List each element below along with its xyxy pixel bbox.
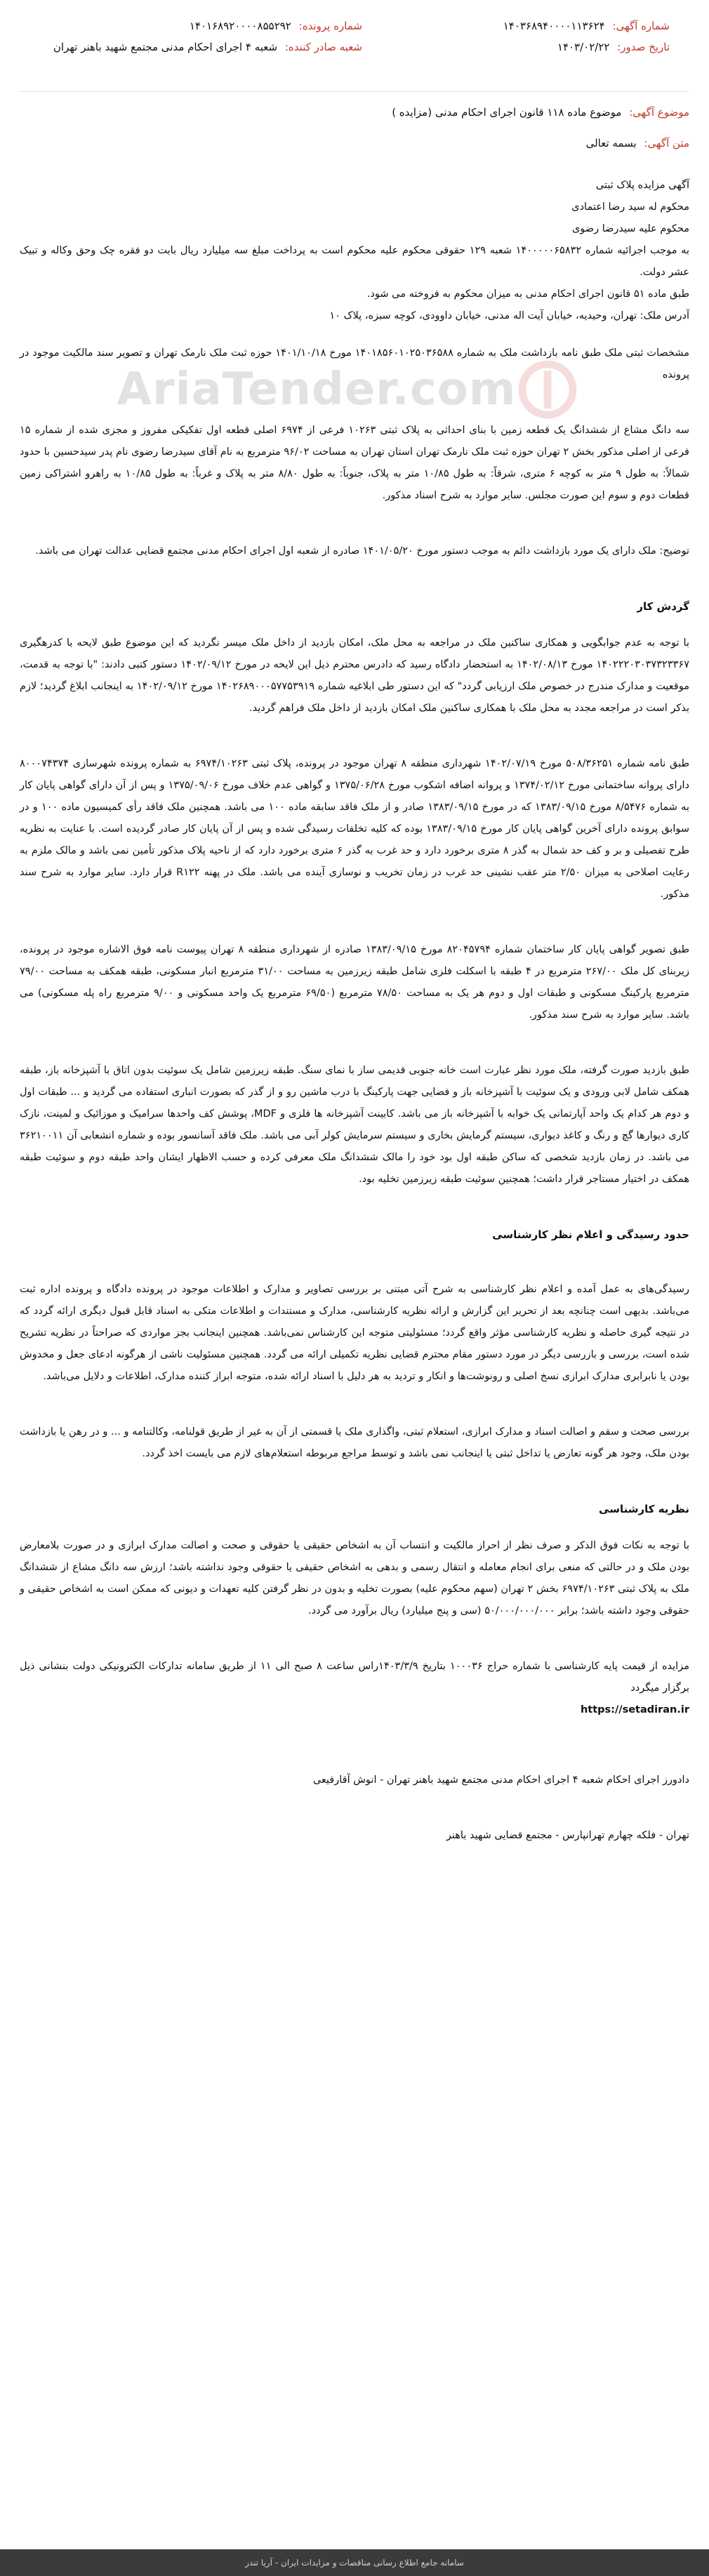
expert-opinion-paragraph: با توجه به نکات فوق الذکر و صرف نظر از احراز مالکیت و انتساب آن به اشخاص حقیقی یا حقوقی و صحت و اصالت مدارک ابرازی و در صورت بلامعارض بودن ملک و در حالتی که منعی برای انجام معامله و انتقال رسمی و بدهی به اشخاص حقیقی یا حقوقی وجود نداشته باشد؛ ارزش سه دانگ مشاع از ششدانگ ملک به پلاک ثبتی ۶۹۷۴/۱۰۲۶۳ بخش ۲ تهران (سهم محکوم علیه) بصورت تخلیه و بدون در نظر گرفتن کلیه تعهدات و دیونی که ممکن است به اشخاص حقیقی و حقوقی وجود داشته باشد؛ برابر ۵۰/۰۰۰/۰۰۰/۰۰۰ (سی و پنج میلیارد) ریال برآورد می گردد.	[20, 1540, 689, 1616]
subject-value: موضوع ماده ۱۱۸ قانون اجرای احکام مدنی (مزایده )	[392, 106, 622, 119]
scope-paragraph: رسیدگی‌های به عمل آمده و اعلام نظر کارشناسی به شرح آتی مبتنی بر بررسی تصاویر و مدارک و اطلاعات موجود در پرونده دادگاه و پرونده اداره ثبت می‌باشد. بدیهی است چنانچه بعد از تحریر این گزارش و ارائه نظریه کارشناسی، مدارک و مستندات و اطلاعات متکی به اسناد قابل قبول دیگری ارائه گردد که در نتیجه گیری حاصله و نظریه کارشناسی مؤثر واقع گردد؛ مسئولیتی متوجه این کارشناس نمی‌باشد. همچنین اینجانب بجز مواردی که صراحتاً در نظریه تشریح شده است، بررسی و بازرسی دیگر در مورد دستور مقام محترم قضایی نظریه تکمیلی ارائه می گردد. همچنین مسئولیت ناشی از هرگونه ادعای جعل و مخدوش بودن یا نابرابری مدارک ابرازی نسخ اصلی و رونوشت‌ها و انکار و تردید به هر دلیل با اسناد ارائه شده، متوجه ابراز کننده مدارک، اطلاعات و دلایل می‌باشد.	[20, 1284, 689, 1382]
workflow-paragraph: با توجه به عدم جوابگویی و همکاری ساکنین ملک در مراجعه به محل ملک، امکان بازدید از داخل ملک میسر نگردید که این موضوع طبق لایحه با کدرهگیری ۱۴۰۲۲۲۰۳۰۳۷۳۲۳۳۶۷ مورخ ۱۴۰۲/۰۸/۱۳ به استحضار دادگاه رسید که دادرس محترم ذیل این لایحه در مورخ ۱۴۰۲/۰۹/۱۲ دستور کتبی دادند: "با توجه به قدمت، موقعیت و مدارک مندرج در خصوص ملک ارزیابی گردد" که این دستور طی ابلاغیه شماره ۱۴۰۲۶۸۹۰۰۰۵۷۷۵۳۹۱۹ مورخ ۱۴۰۲/۰۹/۱۲ به اینجانب ابلاغ گردید؛ لازم بذکر است در مراجعه مجدد به محل ملک با همکاری ساکنین ملک امکان بازدید از داخل ملک فراهم گردید.	[20, 637, 689, 714]
section-heading-workflow: گردش کار	[637, 600, 689, 613]
site-visit-paragraph: طبق بازدید صورت گرفته، ملک مورد نظر عبارت است خانه جنوبی قدیمی ساز با نمای سنگ. طبقه زیرزمین شامل یک سوئیت بدون اتاق با آشپزخانه باز، طبقه همکف شامل لابی ورودی و یک سوئیت با آشپزخانه باز و فضایی جهت پارکینگ با درب ماشین رو و از گذر که بصورت انباری استفاده می گردید و ... طبقات اول و دوم هر کدام یک واحد آپارتمانی یک خوابه با آشپزخانه باز می باشد. کابینت آشپزخانه ها فلزی و MDF، پوشش کف واحدها سرامیک و موزائیک و لمینت، نازک کاری دیوارها گچ و رنگ و کاغذ دیواری، سیستم گرمایش بخاری و سیستم سرمایش کولر آبی می باشد. ملک فاقد آسانسور بوده و شماره انشعابی آن ۳۶۲۱۰۰۱۱ می باشد. در زمان بازدید شخصی که ساکن طبقه اول بود خود را مالک ششدانگ ملک معرفی کرده و حسب الاظهار ایشان واحد طبقه دوم و سوئیت طبقه همکف در اختیار مستاجر قرار داشت؛ همچنین سوئیت طبقه زیرزمین تخلیه بود.	[20, 1065, 689, 1185]
issue-date-label: تاریخ صدور:	[617, 41, 670, 53]
property-description-paragraph: سه دانگ مشاع از ششدانگ یک قطعه زمین با بنای احداثی به پلاک ثبتی ۱۰۲۶۳ فرعی از ۶۹۷۴ اصلی قطعه اول تفکیکی مفروز و مجزی شده از شماره ۱۵ فرعی از اصلی مذکور بخش ۲ تهران حوزه ثبت ملک نارمک تهران استان تهران به مساحت ۹۶/۰۲ مترمربع به نام آقای سیدرضا رضوی نام پدر سیدحسین با حدود شمالاً: به طول ۹ متر به کوچه ۶ متری، شرقاً: به طول ۱۰/۸۵ متر به پلاک، جنوباً: به طول ۸/۸۰ متر به پلاک و غرباً: به طول ۱۰/۸۵ به راهرو اشتراکی زمین قطعات دوم و سوم این صورت مجلس. سایر موارد به شرح اسناد مذکور.	[20, 425, 690, 501]
watermark-text: AriaTender.com	[117, 364, 517, 416]
case-number-row	[39, 15, 362, 36]
seizure-note-paragraph: توضیح: ملک دارای یک مورد بازداشت دائم به موجب دستور مورخ ۱۴۰۱/۰۵/۲۰ صادره از شعبه اول اجرای احکام مدنی مجتمع قضایی عدالت تهران می باشد.	[35, 545, 689, 557]
page-footer	[0, 2549, 709, 2576]
issuer-row	[39, 36, 362, 58]
section-heading-scope: حدود رسیدگی و اعلام نظر کارشناسی	[492, 1228, 689, 1241]
municipality-letter-paragraph: طبق نامه شماره ۵۰۸/۳۶۲۵۱ مورخ ۱۴۰۲/۰۷/۱۹ شهرداری منطقه ۸ تهران موجود در پرونده، پلاک ثبتی ۶۹۷۴/۱۰۲۶۳ به شماره پرونده شهرسازی ۸۰۰۰۷۴۳۷۴ دارای پروانه ساختمانی مورخ ۱۳۷۴/۰۲/۱۲ و پروانه اضافه اشکوب مورخ ۱۳۷۵/۰۶/۲۸ و گواهی عدم خلاف مورخ ۱۳۷۵/۰۹/۰۶ و پس از آن دارای گواهی پایان کار به شماره ۸/۵۴۷۶ مورخ ۱۳۸۳/۰۹/۱۵ که در مورخ ۱۳۸۳/۰۹/۱۵ صادر و از ملک فاقد سابقه ماده ۱۰۰ می باشد. همچنین ملک فاقد رأی کمیسیون ماده ۱۰۰ و در سوابق پرونده دارای آخرین گواهی پایان کار مورخ ۱۳۸۳/۰۹/۱۵ بوده که کلیه تخلفات رسیدگی شده و پس از آن پایان کار صادر گردیده است. با عنایت به نظریه طرح تفصیلی و بر و کف حد شمال به گذر ۸ متری برخورد دارد و حد غرب به گذر ۶ متری برخورد دارد که از ناحیه پلاک مذکور تأمین نمی باشد و مالک ملزم به رعایت اصلاحی به میزان ۲/۵۰ متر عقب نشینی حد غرب در زمان تخریب و نوسازی آینده می باشد. ملک در پهنه R۱۲۲ قرار دارد. سایر موارد به شرح سند مذکور.	[20, 758, 690, 900]
footer-text: سامانه جامع اطلاع رسانی مناقصات و مزایدات ایران - آریا تندر	[245, 2558, 464, 2568]
intro-paragraph: آگهی مزایده پلاک ثبتی محکوم له سید رضا اعتمادی محکوم علیه سیدرضا رضوی به موجب اجرائیه شماره ۱۴۰۰۰۰۰۶۵۸۳۲ شعبه ۱۲۹ حقوقی محکوم علیه محکوم است به پرداخت مبلغ سه میلیارد ریال بابت دو فقره چک وحق وکاله و تبیک عشر دولت. طبق ماده ۵۱ قانون اجرای احکام مدنی به میزان محکوم به فروخته می شود. آدرس ملک: تهران، وحیدیه، خیابان آیت اله مدنی، خیابان داوودی، کوچه سبزه، پلاک ۱۰	[20, 180, 689, 321]
subject-row	[20, 102, 689, 123]
case-number-label: شماره پرونده:	[298, 20, 362, 32]
ad-number-value: ۱۴۰۳۶۸۹۴۰۰۰۰۱۱۳۶۲۴	[503, 20, 605, 32]
section-heading-opinion: نظریه کارشناسی	[599, 1503, 689, 1515]
ad-number-label: شماره آگهی:	[612, 20, 670, 32]
signature-line-officer: دادورز اجرای احکام شعبه ۴ اجرای احکام مدنی مجتمع شهید باهنر تهران - انوش آقارفیعی	[312, 1774, 689, 1786]
header-left-column	[39, 15, 362, 58]
subject-label: موضوع آگهی:	[629, 106, 689, 119]
signature-line-address: تهران - فلکه چهارم تهرانپارس - مجتمع قضایی شهید باهنر	[446, 1830, 689, 1841]
body-label-row	[20, 133, 689, 154]
verification-paragraph: بررسی صحت و سقم و اصالت اسناد و مدارک ابرازی، استعلام ثبتی، واگذاری ملک یا قسمتی از آن به غیر از طریق قولنامه، وکالتنامه و ... و در رهن یا بازداشت بودن ملک، وجود هر گونه تعارض یا تداخل ثبتی یا اینجانب نمی باشد و توسط مراجع مربوطه استعلام‌های لازم می بایست اخذ گردد.	[20, 1426, 689, 1459]
issuer-label: شعبه صادر کننده:	[284, 41, 362, 53]
auction-details-paragraph: مزایده از قیمت پایه کارشناسی با شماره حراج ۱۰۰۰۳۶ بتاریخ ۱۴۰۳/۳/۹راس ساعت ۸ صبح الی ۱۱ از طریق سامانه تدارکات الکترونیکی دولت بنشانی ذیل برگزار میگردد	[20, 1661, 689, 1694]
header-right-column	[347, 15, 670, 58]
completion-certificate-paragraph: طبق تصویر گواهی پایان کار ساختمان شماره ۸۲۰۴۵۷۹۴ مورخ ۱۳۸۳/۰۹/۱۵ صادره از شهرداری منطقه ۸ تهران پیوست نامه فوق الاشاره موجود در پرونده، زیربنای کل ملک ۲۶۷/۰۰ مترمربع در ۴ طبقه با اسکلت فلزی شامل طبقه زیرزمین به مساحت ۳۱/۰۰ مترمربع انبار مسکونی، طبقه همکف به مساحت ۷۹/۰۰ مترمربع پارکینگ مسکونی و طبقات اول و دوم هر یک به مساحت ۷۸/۵۰ مترمربع (۶۹/۵۰ مترمربع یک واحد مسکونی و ۹/۰۰ مترمربع راه پله مسکونی) می باشد. سایر موارد به شرح سند مذکور.	[20, 944, 690, 1021]
issue-date-row	[347, 36, 670, 58]
body-label: متن آگهی:	[644, 137, 689, 150]
document-header	[20, 0, 689, 92]
case-number-value: ۱۴۰۱۶۸۹۲۰۰۰۰۸۵۵۲۹۲	[189, 20, 291, 32]
body-title: بسمه تعالی	[585, 137, 637, 150]
ad-number-row	[347, 15, 670, 36]
issue-date-value: ۱۴۰۳/۰۲/۲۲	[557, 41, 610, 53]
registration-details-paragraph: مشخصات ثبتی ملک طبق نامه بازداشت ملک به شماره ۱۴۰۱۸۵۶۰۱۰۲۵۰۳۶۵۸۸ مورخ ۱۴۰۱/۱۰/۱۸ حوزه ثبت ملک نارمک تهران و تصویر سند مالکیت موجود در پرونده	[20, 347, 689, 380]
issuer-value: شعبه ۴ اجرای احکام مدنی مجتمع شهید باهنر تهران	[53, 41, 278, 53]
setadiran-link[interactable]: https://setadiran.ir	[580, 1704, 689, 1715]
